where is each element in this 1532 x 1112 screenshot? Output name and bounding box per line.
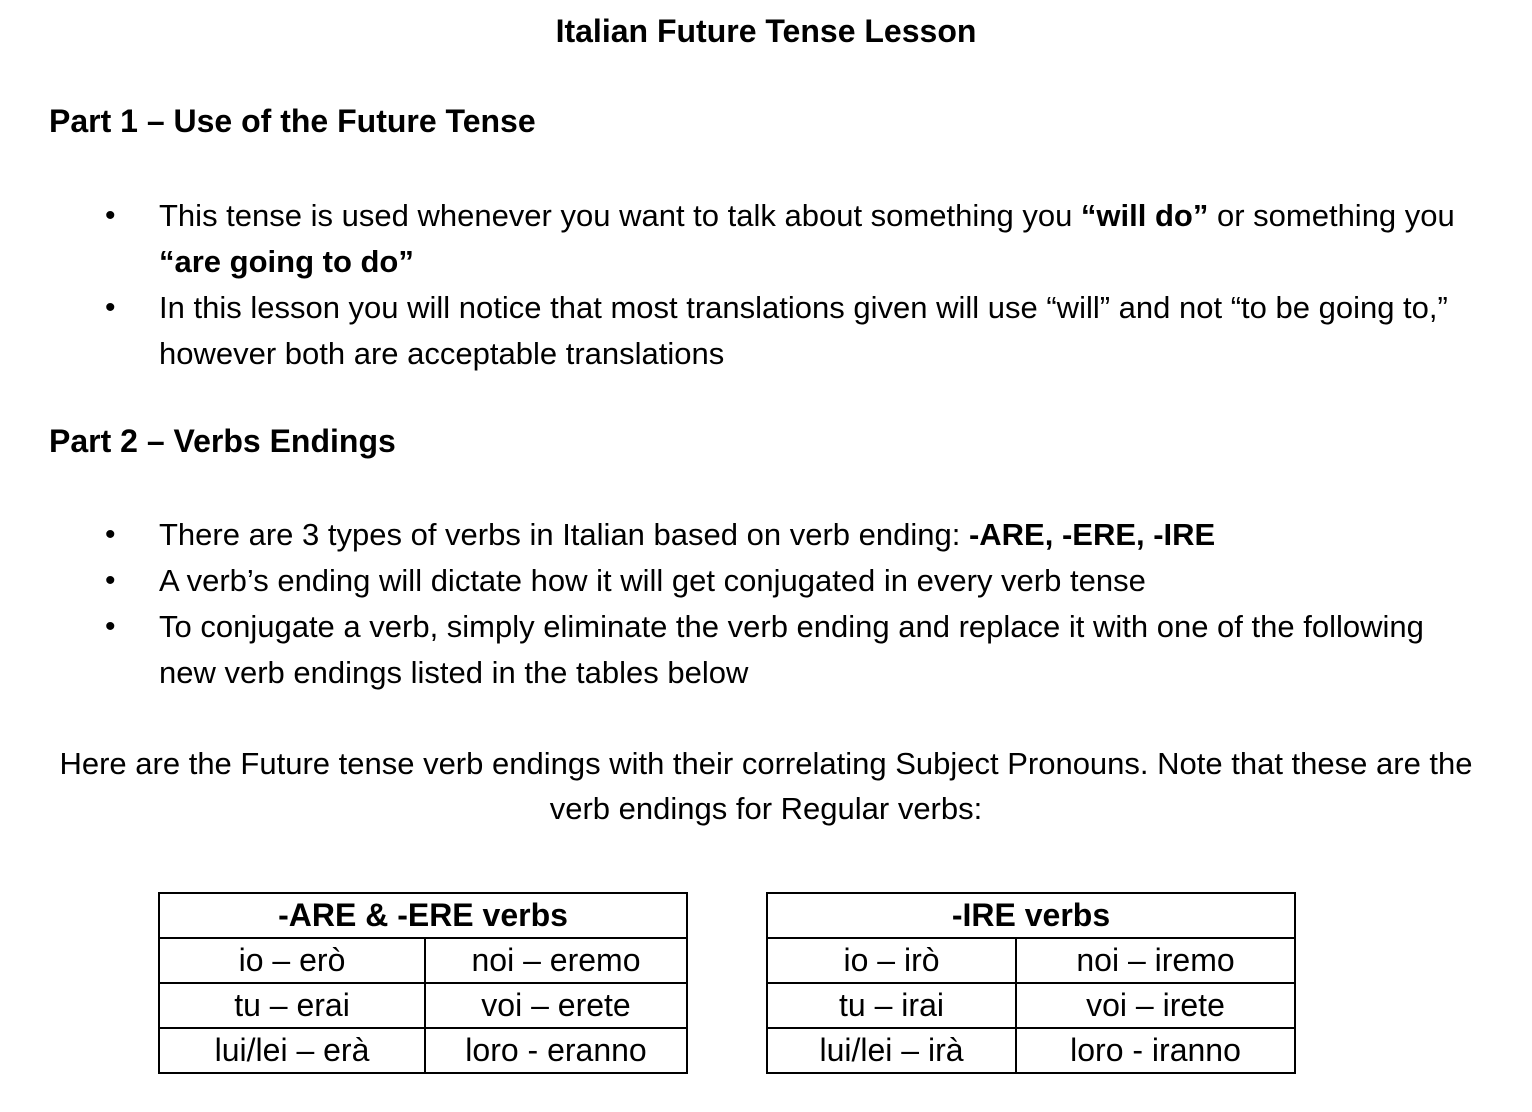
- list-item: [0, 285, 1532, 377]
- table-cell: io – erò: [159, 938, 425, 983]
- table-cell: io – irò: [767, 938, 1016, 983]
- table-cell: lui/lei – erà: [159, 1028, 425, 1073]
- tables-intro-note: Here are the Future tense verb endings with their correlating Subject Pronouns. Note that these are the verb endings for Regular verbs:: [59, 746, 1473, 826]
- bullet-icon: •: [105, 610, 116, 643]
- bullet-icon: •: [105, 291, 116, 324]
- table-cell: lui/lei – irà: [767, 1028, 1016, 1073]
- bullet-text: In this lesson you will notice that most translations given will use “will” and not “to be going to,” however both are acceptable translations: [159, 290, 1448, 371]
- bullet-icon: •: [105, 518, 116, 551]
- ire-verb-endings-table: [766, 892, 1296, 1074]
- bullet-text: A verb’s ending will dictate how it will get conjugated in every verb tense: [159, 563, 1146, 598]
- table-row: [159, 983, 687, 1028]
- bullet-icon: •: [105, 564, 116, 597]
- table-cell: tu – irai: [767, 983, 1016, 1028]
- table-row: [767, 938, 1295, 983]
- bullet-bold-text: -ARE, -ERE, -IRE: [968, 517, 1216, 552]
- table-row: [159, 938, 687, 983]
- bullet-text: There are 3 types of verbs in Italian based on verb ending:: [159, 517, 969, 552]
- part-1-bullet-list: [0, 193, 1532, 377]
- list-item: [0, 558, 1532, 604]
- table-header: -IRE verbs: [767, 893, 1295, 938]
- table-row: [767, 983, 1295, 1028]
- bullet-text: This tense is used whenever you want to talk about something you: [159, 198, 1081, 233]
- table-cell: noi – eremo: [425, 938, 687, 983]
- table-cell: loro - eranno: [425, 1028, 687, 1073]
- part-1-heading: Part 1 – Use of the Future Tense: [49, 103, 536, 139]
- table-row: [159, 1028, 687, 1073]
- bullet-bold-text: “are going to do”: [159, 244, 414, 279]
- table-cell: loro - iranno: [1016, 1028, 1295, 1073]
- page-title: Italian Future Tense Lesson: [555, 13, 977, 49]
- table-cell: voi – erete: [425, 983, 687, 1028]
- table-header-row: [159, 893, 687, 938]
- table-cell: voi – irete: [1016, 983, 1295, 1028]
- part-2-bullet-list: [0, 512, 1532, 696]
- list-item: [0, 604, 1532, 696]
- list-item: [0, 512, 1532, 558]
- table-cell: tu – erai: [159, 983, 425, 1028]
- bullet-text: or something you: [1208, 198, 1455, 233]
- are-ere-verb-endings-table: [158, 892, 688, 1074]
- table-cell: noi – iremo: [1016, 938, 1295, 983]
- table-row: [767, 1028, 1295, 1073]
- part-2-heading: Part 2 – Verbs Endings: [49, 423, 396, 459]
- bullet-bold-text: “will do”: [1080, 198, 1209, 233]
- table-header-row: [767, 893, 1295, 938]
- bullet-icon: •: [105, 199, 116, 232]
- bullet-text: To conjugate a verb, simply eliminate the verb ending and replace it with one of the following new verb endings listed in the tables below: [159, 609, 1424, 690]
- list-item: [0, 193, 1532, 285]
- table-header: -ARE & -ERE verbs: [159, 893, 687, 938]
